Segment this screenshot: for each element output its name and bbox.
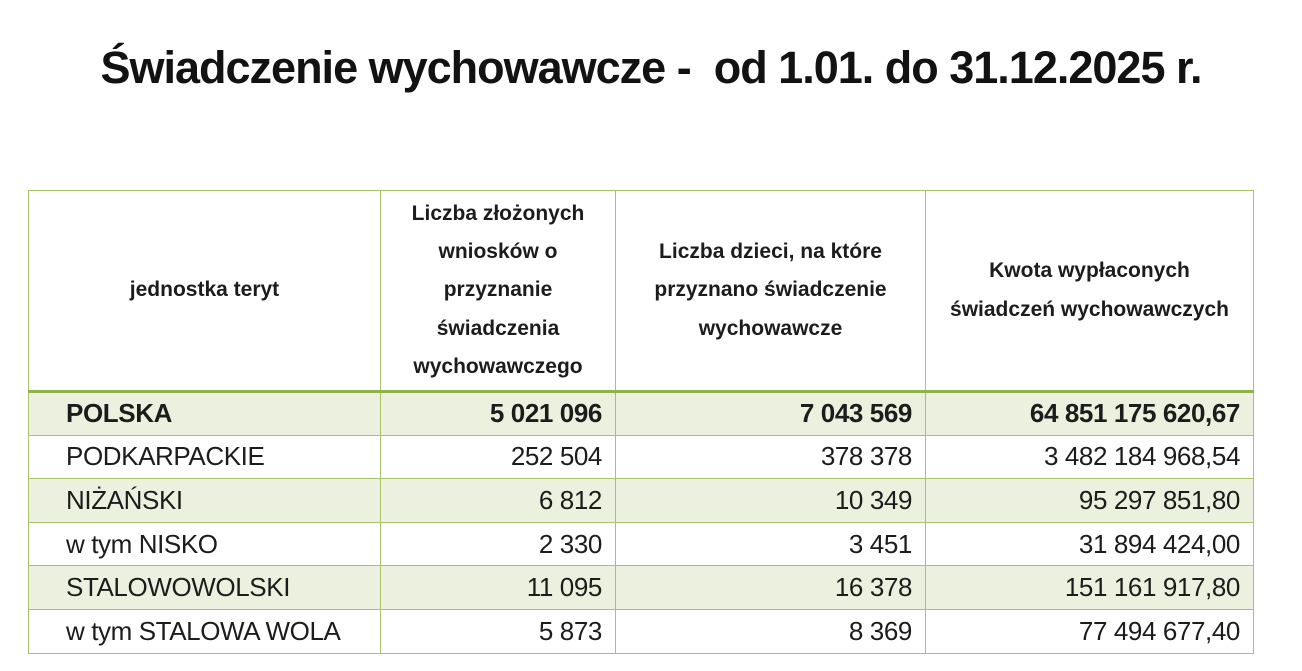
- amount-value: 31 894 424,00: [926, 522, 1254, 566]
- applications-value: 6 812: [381, 479, 616, 523]
- table-row: [29, 479, 1254, 523]
- row-label: w tym NISKO: [29, 522, 381, 566]
- amount-value: 151 161 917,80: [926, 566, 1254, 610]
- applications-value: 252 504: [381, 435, 616, 479]
- benefits-table: [28, 190, 1254, 654]
- applications-value: 2 330: [381, 522, 616, 566]
- page-title: Świadczenie wychowawcze - od 1.01. do 31.12.2025 r.: [100, 42, 1202, 93]
- column-header-applications: Liczba złożonych wniosków o przyznanie świadczenia wychowawczego: [381, 191, 616, 392]
- applications-value: 5 873: [381, 610, 616, 654]
- table-row: [29, 566, 1254, 610]
- column-header-children: Liczba dzieci, na które przyznano świadczenie wychowawcze: [616, 191, 926, 392]
- children-value: 8 369: [616, 610, 926, 654]
- row-label: w tym STALOWA WOLA: [29, 610, 381, 654]
- children-value: 10 349: [616, 479, 926, 523]
- children-value: 16 378: [616, 566, 926, 610]
- column-header-territorial-unit: jednostka teryt: [29, 191, 381, 392]
- table-row: [29, 522, 1254, 566]
- table-row: [29, 392, 1254, 436]
- column-header-amount: Kwota wypłaconych świadczeń wychowawczych: [926, 191, 1254, 392]
- row-label: POLSKA: [29, 392, 381, 436]
- applications-value: 5 021 096: [381, 392, 616, 436]
- children-value: 3 451: [616, 522, 926, 566]
- children-value: 7 043 569: [616, 392, 926, 436]
- header-row: [29, 191, 1254, 392]
- row-label: STALOWOWOLSKI: [29, 566, 381, 610]
- table-header: [29, 191, 1254, 392]
- table-row: [29, 435, 1254, 479]
- table-body: [29, 392, 1254, 654]
- amount-value: 3 482 184 968,54: [926, 435, 1254, 479]
- applications-value: 11 095: [381, 566, 616, 610]
- row-label: NIŻAŃSKI: [29, 479, 381, 523]
- amount-value: 77 494 677,40: [926, 610, 1254, 654]
- amount-value: 95 297 851,80: [926, 479, 1254, 523]
- table-row: [29, 610, 1254, 654]
- children-value: 378 378: [616, 435, 926, 479]
- row-label: PODKARPACKIE: [29, 435, 381, 479]
- amount-value: 64 851 175 620,67: [926, 392, 1254, 436]
